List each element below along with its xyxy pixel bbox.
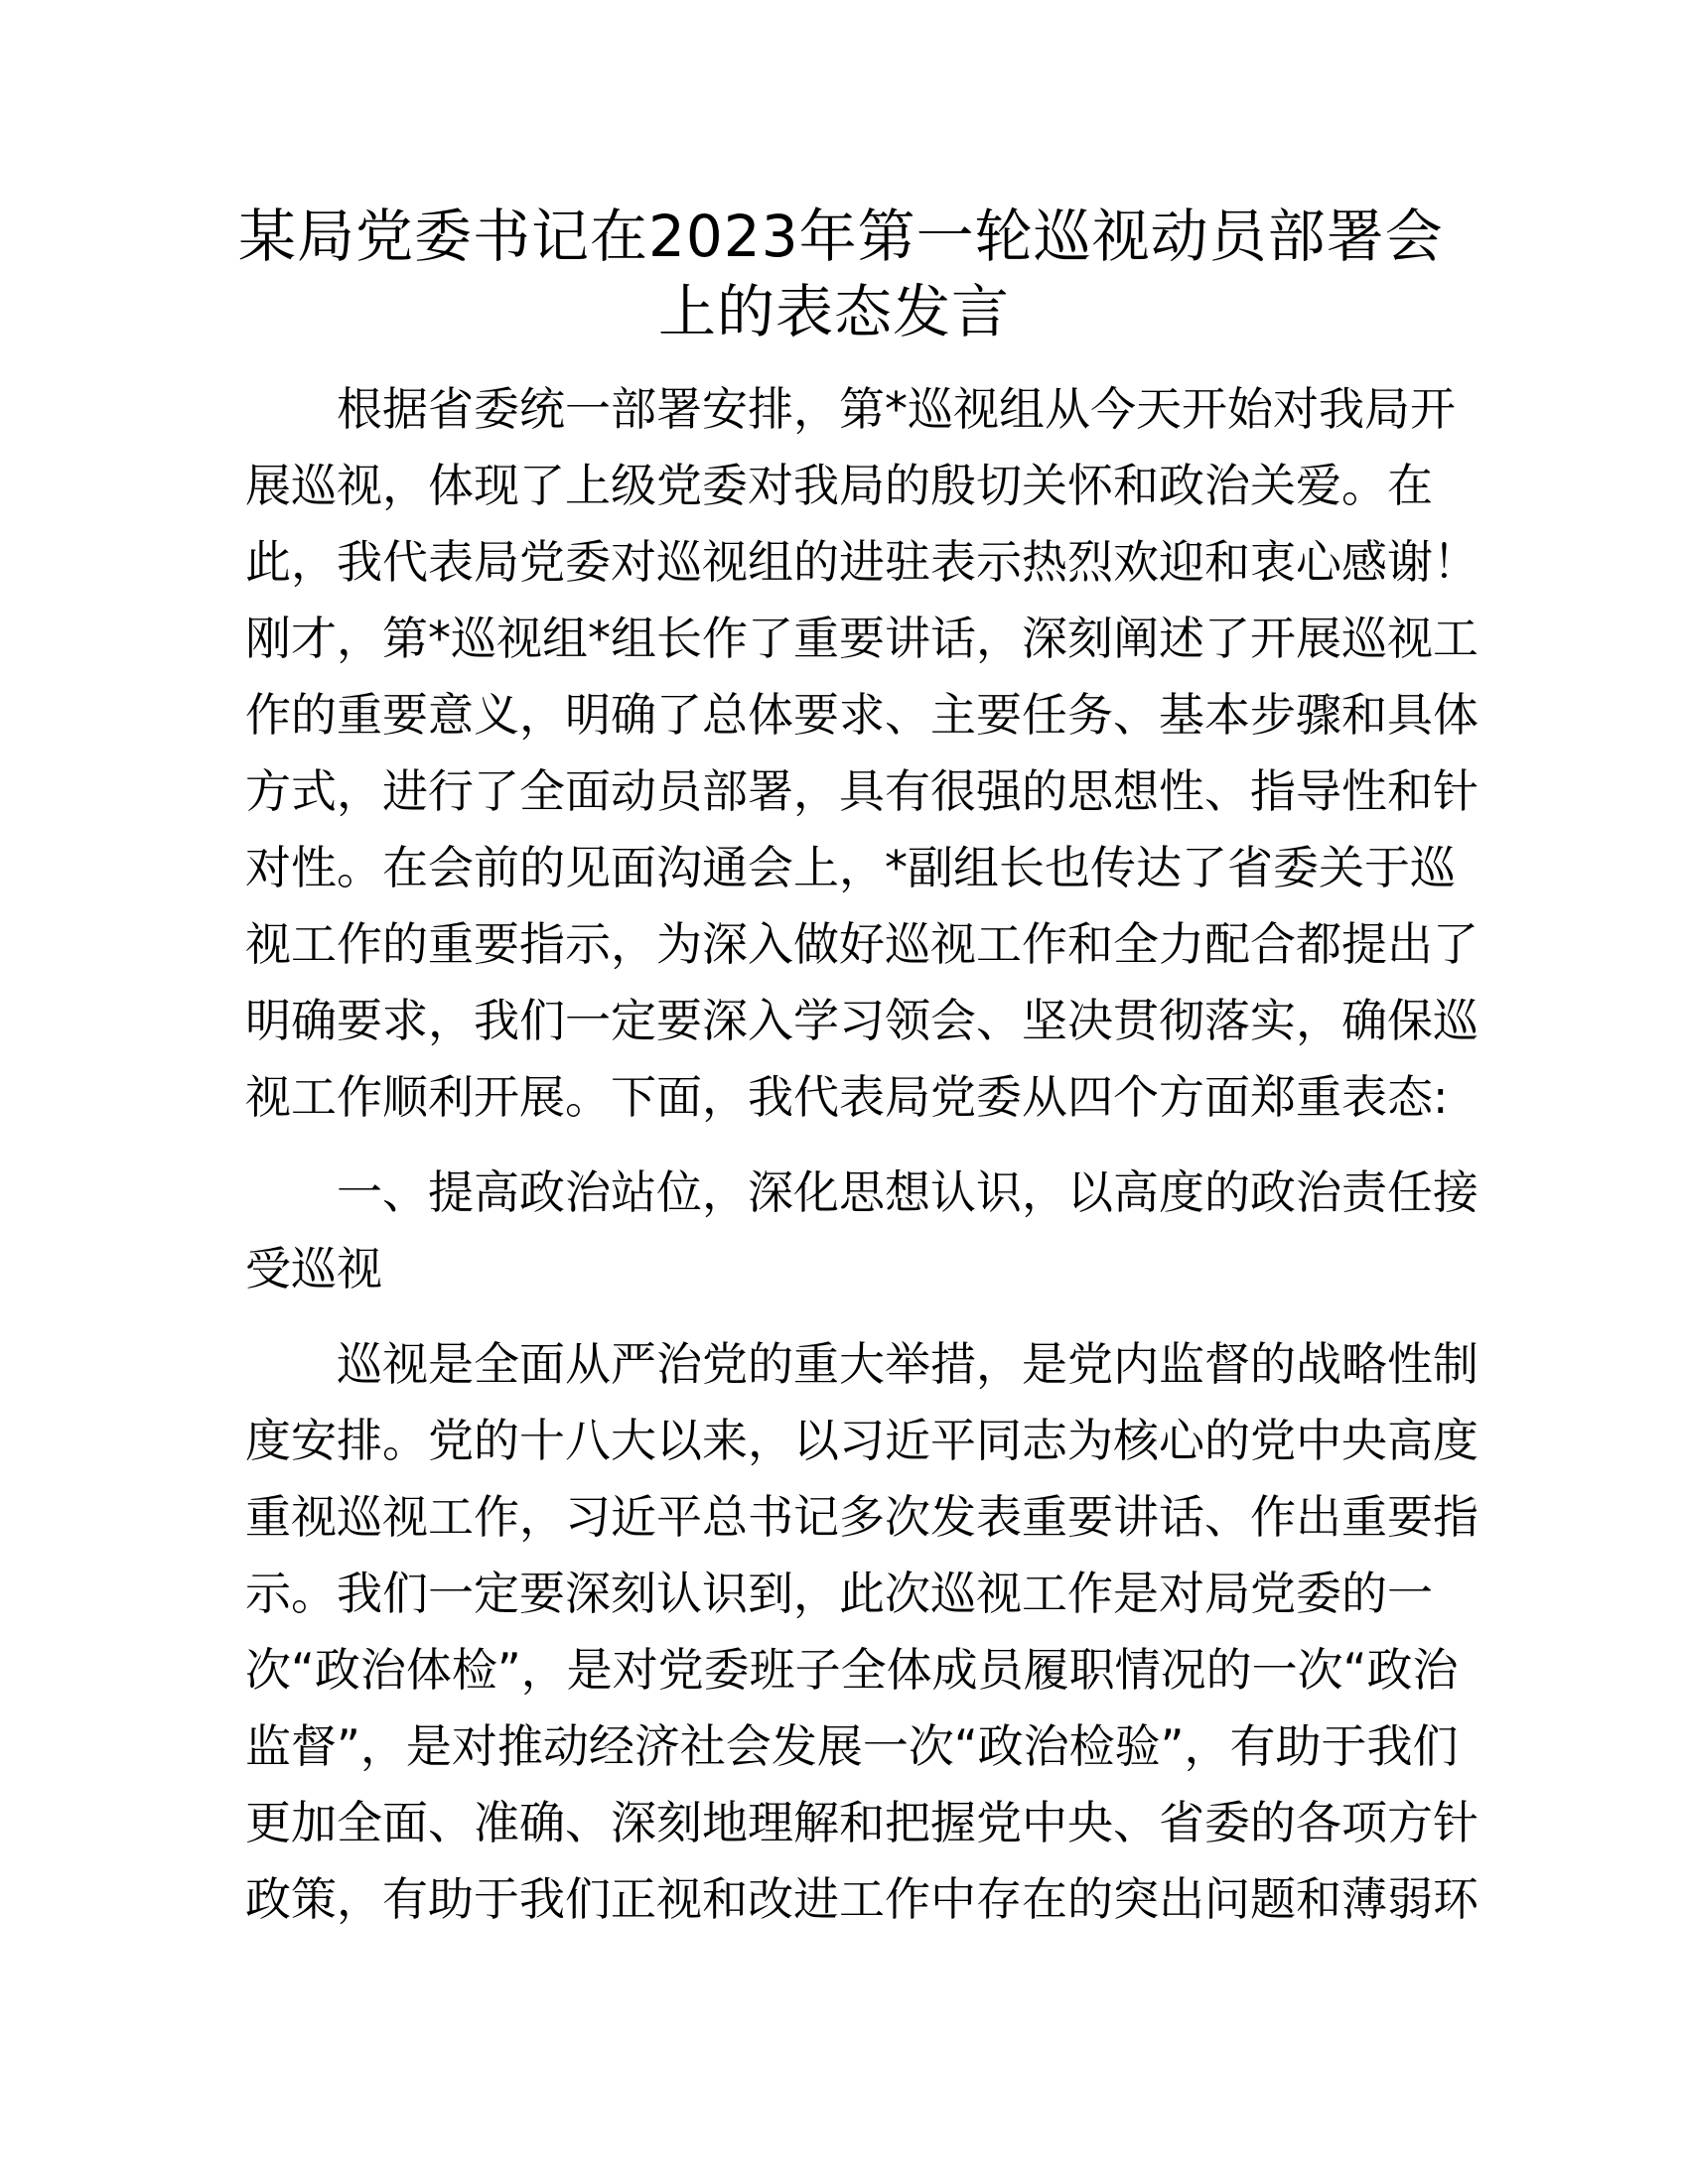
paragraph <box>245 371 1478 1136</box>
text-line: 视工作顺利开展。下面，我代表局党委从四个方面郑重表态: <box>245 1070 1449 1124</box>
text-line: 政策，有助于我们正视和改进工作中存在的突出问题和薄弱环 <box>245 1872 1478 1926</box>
text-line: 展巡视，体现了上级党委对我局的殷切关怀和政治关爱。在 <box>245 459 1433 512</box>
text-line: 更加全面、准确、深刻地理解和把握党中央、省委的各项方针 <box>245 1796 1478 1849</box>
text-line: 一、提高政治站位，深化思想认识，以高度的政治责任接 <box>337 1165 1478 1219</box>
document-title <box>238 199 1444 349</box>
text-line: 此，我代表局党委对巡视组的进驻表示热烈欢迎和衷心感谢！ <box>245 535 1478 589</box>
document-body <box>245 371 1478 1957</box>
text-line: 方式，进行了全面动员部署，具有很强的思想性、指导性和针 <box>245 764 1478 818</box>
text-line: 示。我们一定要深刻认识到，此次巡视工作是对局党委的一 <box>245 1567 1433 1620</box>
section-heading <box>245 1155 1478 1307</box>
text-line: 明确要求，我们一定要深入学习领会、坚决贯彻落实，确保巡 <box>245 994 1478 1047</box>
text-line: 监督”，是对推动经济社会发展一次“政治检验”，有助于我们 <box>245 1719 1459 1773</box>
text-line: 视工作的重要指示，为深入做好巡视工作和全力配合都提出了 <box>245 917 1478 971</box>
text-line: 重视巡视工作，习近平总书记多次发表重要讲话、作出重要指 <box>245 1490 1478 1544</box>
text-line: 刚才，第*巡视组*组长作了重要讲话，深刻阐述了开展巡视工 <box>245 612 1478 665</box>
text-line: 巡视是全面从严治党的重大举措，是党内监督的战略性制 <box>337 1337 1478 1391</box>
paragraph <box>245 1326 1478 1938</box>
text-line: 受巡视 <box>245 1242 382 1296</box>
title-line: 上的表态发言 <box>657 278 1010 345</box>
title-line: 某局党委书记在2023年第一轮巡视动员部署会 <box>238 203 1444 270</box>
text-line: 度安排。党的十八大以来，以习近平同志为核心的党中央高度 <box>245 1414 1478 1467</box>
text-line: 根据省委统一部署安排，第*巡视组从今天开始对我局开 <box>337 382 1456 436</box>
text-line: 对性。在会前的见面沟通会上，*副组长也传达了省委关于巡 <box>245 841 1456 894</box>
text-line: 作的重要意义，明确了总体要求、主要任务、基本步骤和具体 <box>245 688 1478 742</box>
text-line: 次“政治体检”，是对党委班子全体成员履职情况的一次“政治 <box>245 1643 1459 1697</box>
